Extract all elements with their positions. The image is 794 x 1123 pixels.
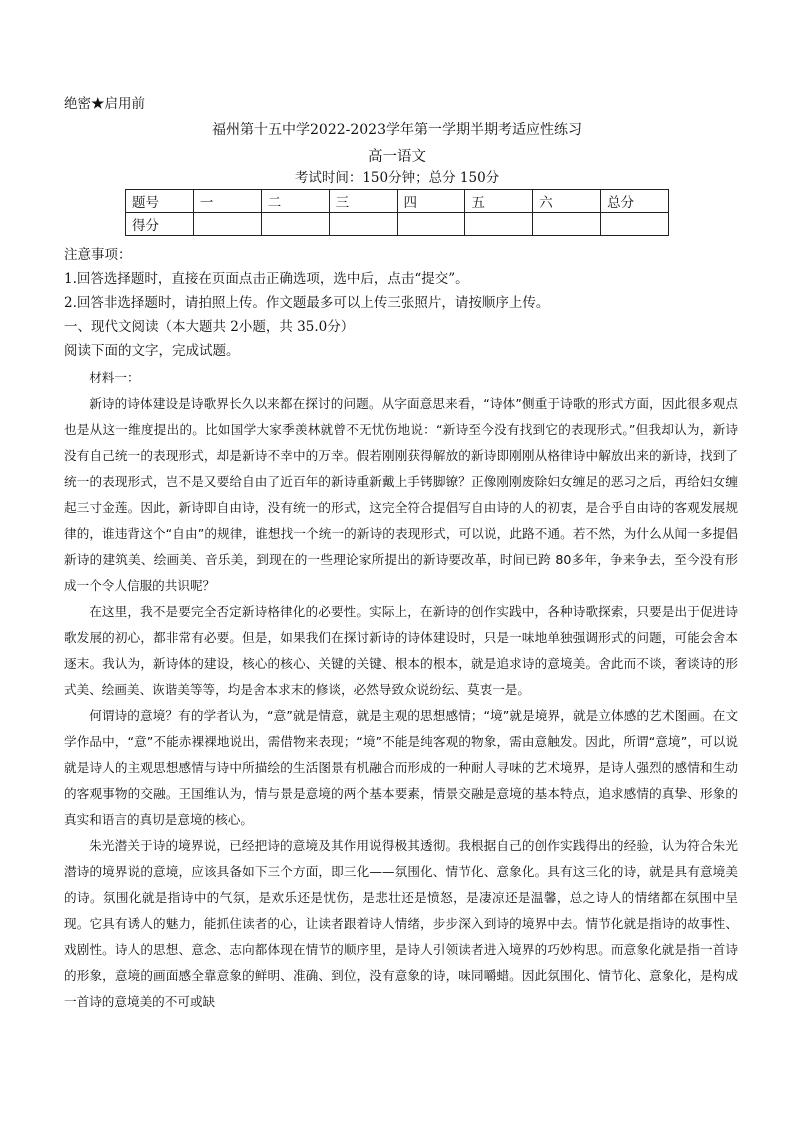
score-cell bbox=[533, 213, 601, 236]
reading-instruction: 阅读下面的文字，完成试题。 bbox=[64, 343, 240, 359]
score-header-cell: 二 bbox=[261, 190, 329, 213]
reading-material bbox=[64, 365, 738, 1015]
score-table-header-row bbox=[126, 190, 669, 213]
score-header-cell: 题号 bbox=[126, 190, 194, 213]
score-header-cell: 总分 bbox=[601, 190, 669, 213]
score-cell bbox=[465, 213, 533, 236]
score-header-cell: 一 bbox=[193, 190, 261, 213]
material-paragraph: 何谓诗的意境？有的学者认为，“意”就是情意，就是主观的思想感情；“境”就是境界，就是立体感的艺术图画。在文学作品中，“意”不能赤裸裸地说出，需借物来表现；“境”不能是纯客观的物象，需由意触发。因此，所谓“意境”，可以说就是诗人的主观思想感情与诗中所描绘的生活图景有机融合而形成的一种耐人寻味的艺术境界，是诗人强烈的感情和生动的客观事物的交融。王国维认为，情与景是意境的两个基本要素，情景交融是意境的基本特点，追求感情的真挚、形象的真实和语言的真切是意境的核心。 bbox=[64, 708, 738, 827]
score-cell bbox=[193, 213, 261, 236]
section-heading: 一、现代文阅读（本大题共 2小题，共 35.0分） bbox=[64, 319, 355, 335]
material-label: 材料一： bbox=[89, 370, 140, 385]
score-cell bbox=[397, 213, 465, 236]
notes-title: 注意事项： bbox=[64, 247, 132, 263]
note-item: 1.回答选择题时，直接在页面点击正确选项，选中后，点击“提交”。 bbox=[64, 271, 469, 287]
score-row-label: 得分 bbox=[126, 213, 194, 236]
subject-title: 高一语文 bbox=[368, 149, 426, 165]
material-paragraph: 朱光潜关于诗的境界说，已经把诗的意境及其作用说得极其透彻。我根据自己的创作实践得出的经验，认为符合朱光潜诗的境界说的意境，应该具备如下三个方面，即三化——氛围化、情节化、意象化。具有这三化的诗，就是具有意境美的诗。氛围化就是指诗中的气氛，是欢乐还是忧伤，是悲壮还是愤怒，是凄凉还是温馨，总之诗人的情绪都在氛围中呈现。它具有诱人的魅力，能抓住读者的心，让读者跟着诗人情绪，步步深入到诗的境界中去。情节化就是指诗的故事性、戏剧性。诗人的思想、意念、志向都体现在情节的顺序里，是诗人引领读者进入境界的巧妙构思。而意象化就是指一首诗的形象，意境的画面感全靠意象的鲜明、准确、到位，没有意象的诗，味同嚼蜡。因此氛围化、情节化、意象化，是构成一首诗的意境美的不可或缺 bbox=[64, 838, 738, 1009]
material-paragraph: 新诗的诗体建设是诗歌界长久以来都在探讨的问题。从字面意思来看，“诗体”侧重于诗歌的形式方面，因此很多观点也是从这一维度提出的。比如国学大家季羡林就曾不无忧伤地说：“新诗至今没有找到它的表现形式。”但我却认为，新诗没有自己统一的表现形式，却是新诗不幸中的万幸。假若刚刚获得解放的新诗即刚刚从格律诗中解放出来的新诗，找到了统一的表现形式，岂不是又要给自由了近百年的新诗重新戴上手铐脚镣？正像刚刚废除妇女缠足的恶习之后，再给妇女缠起三寸金莲。因此，新诗即自由诗，没有统一的形式，这完全符合提倡写自由诗的人的初衷，是合乎自由诗的客观发展规律的，谁违背这个“自由”的规律，谁想找一个统一的新诗的表现形式，可以说，此路不通。若不然，为什么从闻一多提倡新诗的建筑美、绘画美、音乐美，到现在的一些理论家所提出的新诗要改革，时间已跨 80多年，争来争去，至今没有形成一个令人信服的共识呢？ bbox=[64, 396, 738, 593]
score-cell bbox=[261, 213, 329, 236]
notes-section bbox=[64, 243, 744, 363]
exam-info: 考试时间：150分钟；总分 150分 bbox=[294, 170, 500, 186]
material-paragraph: 在这里，我不是要完全否定新诗格律化的必要性。实际上，在新诗的创作实践中，各种诗歌探索，只要是出于促进诗歌发展的初心，都非常有必要。但是，如果我们在探讨新诗的诗体建设时，只是一味地单独强调形式的问题，可能会舍本逐末。我认为，新诗体的建设，核心的核心、关键的关键、根本的根本，就是追求诗的意境美。舍此而不谈，奢谈诗的形式美、绘画美、诙谐美等等，均是舍本求末的修谈，必然导致众说纷纭、莫衷一是。 bbox=[64, 604, 738, 697]
exam-title: 福州第十五中学2022-2023学年第一学期半期考适应性练习 bbox=[212, 122, 582, 138]
score-header-cell: 三 bbox=[329, 190, 397, 213]
score-header-cell: 六 bbox=[533, 190, 601, 213]
score-header-cell: 五 bbox=[465, 190, 533, 213]
confidential-label: 绝密★启用前 bbox=[64, 96, 145, 112]
score-cell bbox=[601, 213, 669, 236]
score-header-cell: 四 bbox=[397, 190, 465, 213]
note-item: 2.回答非选择题时，请拍照上传。作文题最多可以上传三张照片，请按顺序上传。 bbox=[64, 295, 550, 311]
score-table-score-row bbox=[126, 213, 669, 236]
score-table bbox=[125, 189, 669, 236]
score-cell bbox=[329, 213, 397, 236]
